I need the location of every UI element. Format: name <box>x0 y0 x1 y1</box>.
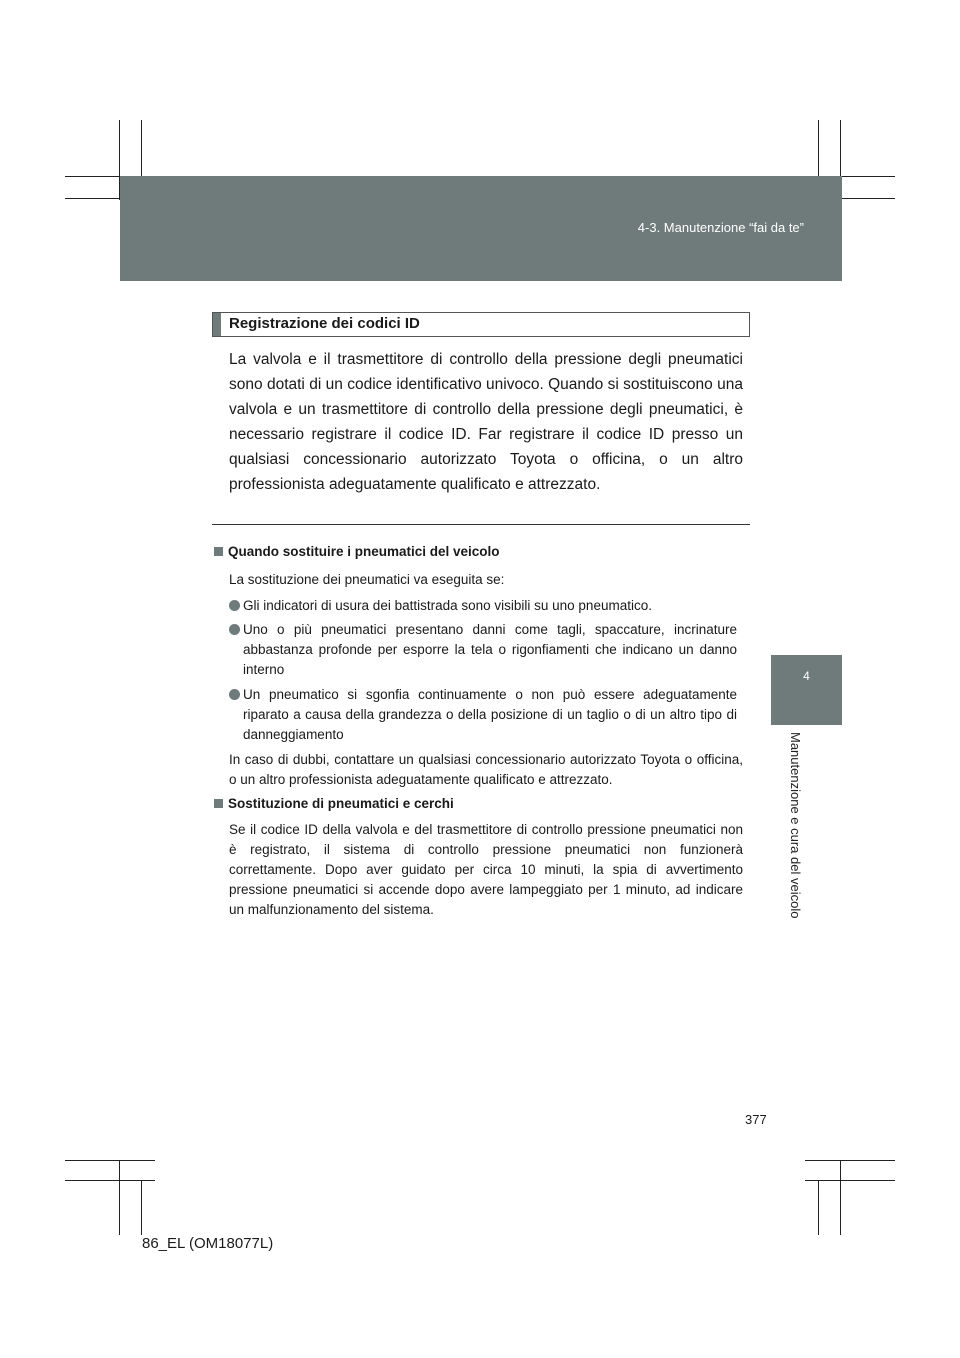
note-heading-wheels <box>214 796 454 811</box>
note-heading-text: Sostituzione di pneumatici e cerchi <box>228 796 454 811</box>
crop-mark <box>65 1160 155 1161</box>
list-item <box>229 596 737 616</box>
section-title: Registrazione dei codici ID <box>229 315 420 332</box>
list-item-text: Gli indicatori di usura dei battistrada sono visibili su uno pneumatico. <box>243 598 652 613</box>
chapter-title-vertical: Manutenzione e cura del veicolo <box>788 732 803 919</box>
crop-mark <box>805 1180 895 1181</box>
crop-mark <box>141 1180 142 1235</box>
square-bullet-icon <box>214 799 223 808</box>
crop-mark <box>805 1160 895 1161</box>
note-heading-replace <box>214 544 500 559</box>
section-header: 4-3. Manutenzione “fai da te” <box>637 220 804 235</box>
note-outro: In caso di dubbi, contattare un qualsiasi concessionario autorizzato Toyota o officina, o un altro professionista adeguatamente qualificato e attrezzato. <box>229 752 743 787</box>
header-band <box>120 176 842 281</box>
document-code: 86_EL (OM18077L) <box>142 1235 274 1252</box>
crop-mark <box>65 1180 155 1181</box>
section-heading-box <box>212 312 750 337</box>
chapter-number: 4 <box>803 669 810 683</box>
note-heading-text: Quando sostituire i pneumatici del veicolo <box>228 544 500 559</box>
bullet-dot-icon <box>229 600 240 611</box>
divider <box>212 524 750 525</box>
section-body: La valvola e il trasmettitore di controllo della pressione degli pneumatici sono dotati di un codice identificativo univoco. Quando si sostituiscono una valvola e un trasmettitore di controllo della pressione degli pneumatici, è necessario registrare il codice ID. Far registrare il codice ID presso un qualsiasi concessionario autorizzato Toyota o officina, o un altro professionista adeguatamente qualificato e attrezzato. <box>229 351 743 493</box>
bullet-dot-icon <box>229 689 240 700</box>
chapter-tab <box>771 655 842 725</box>
crop-mark <box>818 1180 819 1235</box>
square-bullet-icon <box>214 547 223 556</box>
note-intro: La sostituzione dei pneumatici va eseguita se: <box>229 572 505 587</box>
list-item-text: Un pneumatico si sgonfia continuamente o non può essere adeguatamente riparato a causa della grandezza o della posizione di un taglio o di un altro tipo di danneggiamento <box>243 687 737 742</box>
crop-mark <box>119 1160 120 1235</box>
list-item <box>229 685 737 745</box>
page-number: 377 <box>745 1112 767 1127</box>
note-wheels-body: Se il codice ID della valvola e del trasmettitore di controllo pressione pneumatici non è registrato, il sistema di controllo pressione pneumatici non funzionerà correttamente. Dopo aver guidato per circa 10 minuti, la spia di avvertimento pressione pneumatici si accende dopo avere lampeggiato per 1 minuto, ad indicare un malfunzionamento del sistema. <box>229 822 743 917</box>
bullet-dot-icon <box>229 624 240 635</box>
list-item-text: Uno o più pneumatici presentano danni come tagli, spaccature, incrinature abbastanza profonde per esporre la tela o rigonfiamenti che indicano un danno interno <box>243 622 737 677</box>
section-heading-bar <box>213 313 221 336</box>
list-item <box>229 620 737 680</box>
crop-mark <box>840 1160 841 1235</box>
